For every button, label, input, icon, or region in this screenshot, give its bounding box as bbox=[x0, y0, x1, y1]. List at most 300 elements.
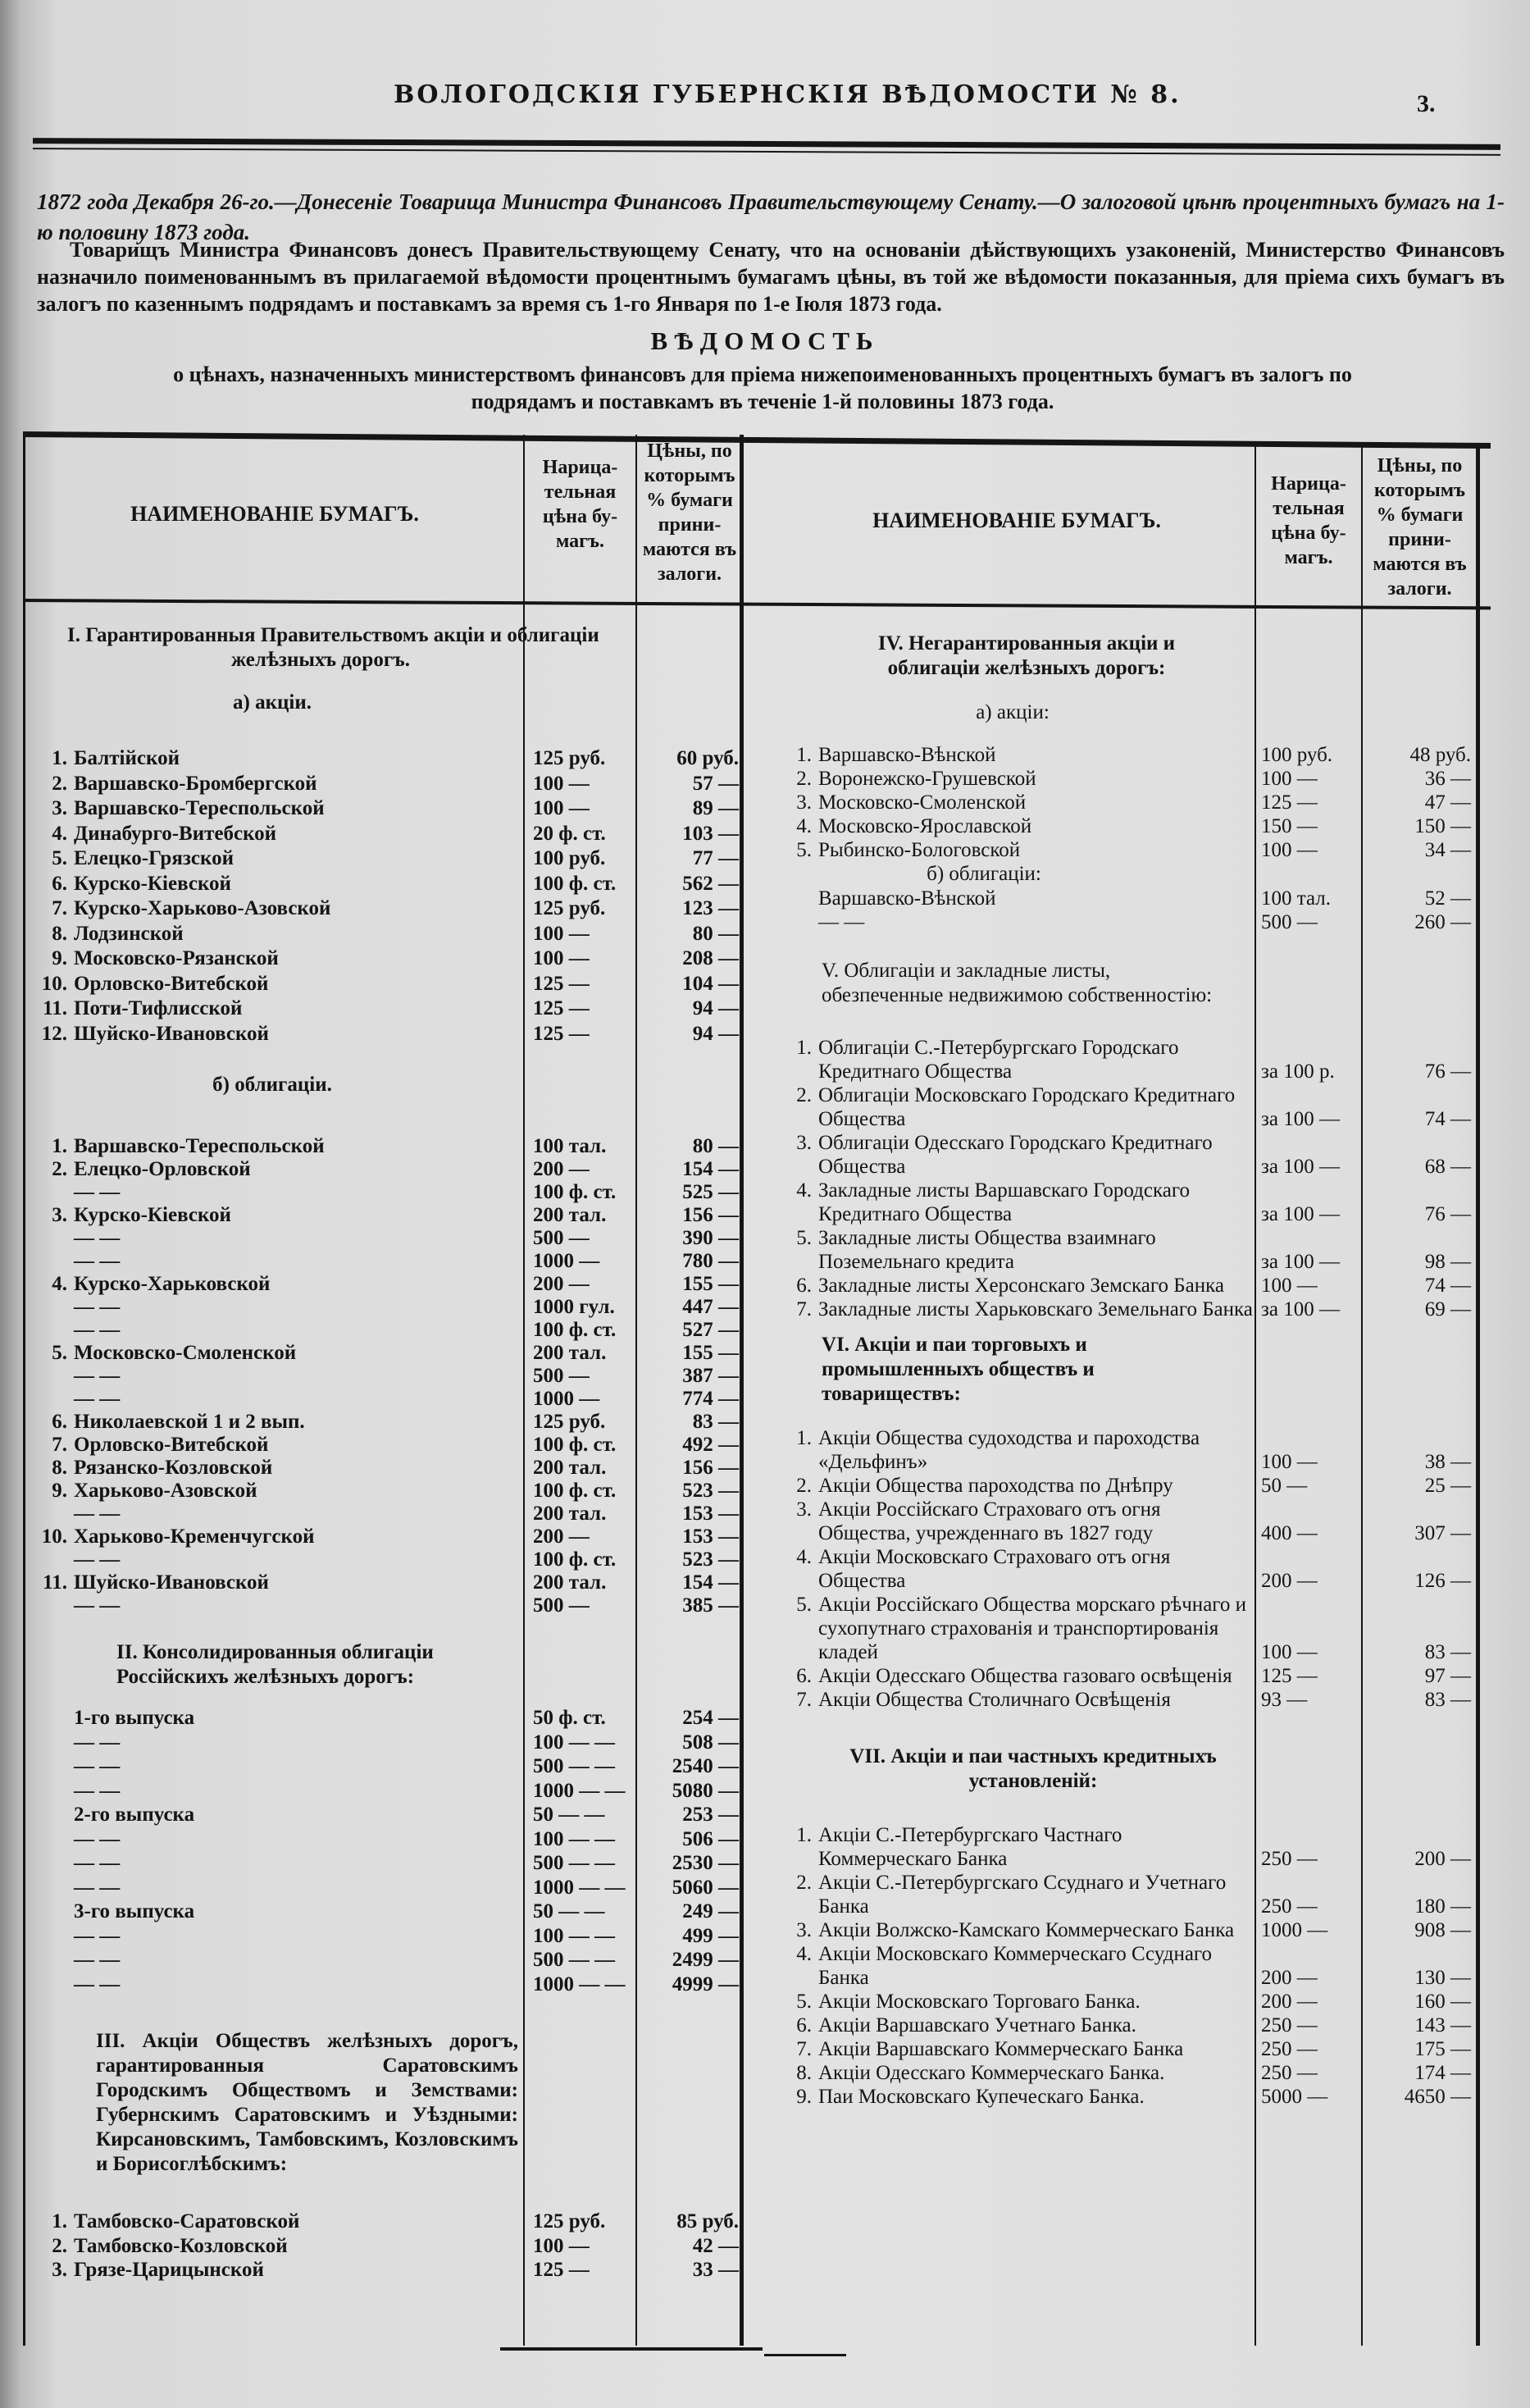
pledge-price: 2540 — bbox=[672, 1755, 739, 1777]
security-name-cell bbox=[771, 2085, 1255, 2109]
security-name-cell bbox=[26, 1827, 526, 1852]
row-number: 1. bbox=[52, 747, 67, 769]
security-name: — — bbox=[74, 1852, 121, 1874]
table-row bbox=[771, 743, 1476, 767]
security-name: — — bbox=[74, 1181, 121, 1203]
security-name-cell bbox=[26, 1227, 526, 1250]
table-row bbox=[26, 1706, 744, 1731]
row-number: 2. bbox=[796, 1872, 812, 1894]
pledge-price: 38 — bbox=[1424, 1451, 1471, 1473]
nominal-value: 500 — bbox=[1261, 911, 1318, 933]
row-number: 3. bbox=[52, 2259, 67, 2281]
nominal-value: 100 — bbox=[533, 947, 590, 969]
table-row bbox=[26, 2234, 744, 2259]
pledge-price: 254 — bbox=[682, 1707, 739, 1729]
row-number: 12. bbox=[41, 1022, 67, 1045]
security-name: Тамбовско-Козловской bbox=[74, 2234, 288, 2257]
security-name-cell bbox=[771, 1545, 1255, 1593]
security-name: Акціи Волжско-Камскаго Коммерческаго Банка bbox=[818, 1919, 1235, 1941]
table-row bbox=[771, 1131, 1476, 1179]
security-name: Воронежско-Грушевской bbox=[818, 768, 1036, 790]
pledge-price: 74 — bbox=[1424, 1108, 1471, 1130]
table-row bbox=[771, 1498, 1476, 1545]
security-name: 2-го выпуска bbox=[74, 1804, 195, 1826]
row-number: 9. bbox=[796, 2086, 812, 2108]
table-row bbox=[26, 772, 744, 797]
nominal-value: 20 ф. ст. bbox=[533, 822, 606, 845]
security-name: Шуйско-Ивановской bbox=[74, 1022, 269, 1045]
pledge-price: 52 — bbox=[1424, 887, 1471, 910]
table-row bbox=[26, 1876, 744, 1900]
pledge-price: 385 — bbox=[682, 1594, 739, 1617]
pledge-price: 155 — bbox=[682, 1273, 739, 1295]
table-row bbox=[771, 2085, 1476, 2109]
table-row bbox=[26, 822, 744, 847]
security-name-cell bbox=[26, 1319, 526, 1342]
table-row bbox=[26, 1135, 744, 1158]
security-name-cell bbox=[26, 1480, 526, 1503]
pledge-price: 153 — bbox=[682, 1526, 739, 1548]
header-name: НАИМЕНОВАНІЕ БУМАГЪ. bbox=[130, 502, 419, 526]
row-number: 8. bbox=[52, 922, 67, 945]
security-name-cell bbox=[26, 972, 526, 997]
pledge-price: 523 — bbox=[682, 1548, 739, 1571]
newspaper-title: ВОЛОГОДСКІЯ ГУБЕРНСКІЯ ВѢДОМОСТИ № 8. bbox=[394, 80, 1182, 109]
pledge-price: 523 — bbox=[682, 1480, 739, 1502]
nominal-value: 1000 — — bbox=[533, 1876, 626, 1899]
table-row bbox=[26, 872, 744, 897]
security-name-cell bbox=[771, 1274, 1255, 1297]
pledge-price: 780 — bbox=[682, 1250, 739, 1272]
security-name-cell bbox=[26, 1181, 526, 1204]
nominal-value: 100 — bbox=[533, 797, 590, 819]
security-name: Акціи Общества пароходства по Днѣпру bbox=[818, 1475, 1173, 1497]
table-row bbox=[26, 1022, 744, 1047]
security-name-cell bbox=[26, 746, 526, 772]
security-name: Варшавско-Бромбергской bbox=[74, 772, 317, 795]
security-name: — — bbox=[74, 1365, 121, 1387]
nominal-value: 125 — bbox=[1261, 1665, 1318, 1687]
right-column bbox=[771, 632, 1476, 2109]
security-name-cell bbox=[26, 1342, 526, 1365]
security-name: — — bbox=[74, 1296, 121, 1318]
security-name-cell bbox=[26, 1158, 526, 1181]
section-heading: IV. Негарантированныя акціи и облигаціи желѣзныхъ дорогъ: bbox=[877, 632, 1176, 679]
page-number: 3. bbox=[1417, 90, 1436, 117]
pledge-price: 68 — bbox=[1424, 1156, 1471, 1178]
nominal-value: 500 — bbox=[533, 1365, 590, 1387]
table-row bbox=[26, 1342, 744, 1365]
security-name-cell bbox=[771, 767, 1255, 791]
nominal-value: 200 тал. bbox=[533, 1204, 607, 1226]
row-number: 3. bbox=[796, 1498, 812, 1521]
table-row bbox=[26, 1365, 744, 1388]
security-name: Орловско-Витебской bbox=[74, 972, 269, 995]
nominal-value: 200 — bbox=[533, 1526, 590, 1548]
header-price: Цѣны, по которымъ % бумаги прини-маются въ залоги. bbox=[642, 440, 737, 585]
pledge-price: 208 — bbox=[682, 947, 739, 969]
row-number: 4. bbox=[796, 1546, 812, 1568]
table-row bbox=[26, 996, 744, 1022]
security-name: Акціи Московскаго Коммерческаго Ссуднаго Банка bbox=[818, 1943, 1213, 1989]
table-row bbox=[26, 1181, 744, 1204]
nominal-value: 200 — bbox=[533, 1273, 590, 1295]
table-bottom-rule bbox=[764, 2354, 846, 2356]
security-name: Рязанско-Козловской bbox=[74, 1457, 273, 1479]
security-name: Курско-Харьково-Азовской bbox=[74, 897, 331, 919]
row-number: 7. bbox=[796, 1689, 812, 1711]
security-name: Динабурго-Витебской bbox=[74, 822, 277, 845]
pledge-price: 74 — bbox=[1424, 1275, 1471, 1297]
nominal-value: 125 руб. bbox=[533, 897, 606, 919]
left-border bbox=[23, 435, 25, 2346]
table-row bbox=[26, 846, 744, 872]
nominal-value: 1000 — bbox=[533, 1388, 600, 1410]
nominal-value: 125 руб. bbox=[533, 2210, 606, 2232]
security-name-cell bbox=[771, 1474, 1255, 1498]
pledge-price: 103 — bbox=[682, 822, 739, 845]
table-row bbox=[26, 1754, 744, 1779]
table-row bbox=[26, 1457, 744, 1480]
security-name: Тамбовско-Саратовской bbox=[74, 2210, 300, 2232]
table-row bbox=[26, 1273, 744, 1296]
nominal-value: за 100 — bbox=[1261, 1298, 1340, 1320]
security-name: Акціи Россійскаго Страховаго отъ огня Общества, учрежденнаго въ 1827 году bbox=[818, 1498, 1161, 1544]
pledge-price: 5060 — bbox=[672, 1876, 739, 1899]
header-nominal: Нарица-тельная цѣна бу-магъ. bbox=[1271, 473, 1346, 568]
subsection-heading: а) акціи: bbox=[976, 701, 1050, 723]
row-number: 4. bbox=[52, 1273, 67, 1295]
nominal-value: 100 — bbox=[533, 772, 590, 795]
nominal-value: 100 ф. ст. bbox=[533, 1548, 617, 1571]
row-number: 5. bbox=[52, 1342, 67, 1364]
security-name: — — bbox=[74, 1755, 121, 1777]
nominal-value: 400 — bbox=[1261, 1522, 1318, 1544]
nominal-value: 125 руб. bbox=[533, 747, 606, 769]
nominal-value: 100 — bbox=[1261, 1451, 1318, 1473]
nominal-value: 100 — bbox=[1261, 839, 1318, 861]
row-number: 2. bbox=[52, 772, 67, 795]
security-name-cell bbox=[26, 1924, 526, 1949]
pledge-price: 123 — bbox=[682, 897, 739, 919]
pledge-price: 150 — bbox=[1414, 815, 1471, 837]
security-name: Лодзинской bbox=[74, 922, 184, 945]
header-nominal: Нарица-тельная цѣна бу-магъ. bbox=[542, 457, 618, 552]
row-number: 5. bbox=[796, 839, 812, 861]
security-name-cell bbox=[771, 1593, 1255, 1664]
security-name: — — bbox=[74, 1548, 121, 1571]
nominal-value: 100 ф. ст. bbox=[533, 1480, 617, 1502]
row-number: 3. bbox=[52, 1204, 67, 1226]
security-name-cell bbox=[26, 1779, 526, 1804]
pledge-price: 83 — bbox=[1424, 1689, 1471, 1711]
table-row bbox=[771, 1426, 1476, 1474]
section-heading: VI. Акціи и паи торговыхъ и промышленныхъ обществъ и товариществъ: bbox=[822, 1334, 1095, 1405]
section-heading: I. Гарантированныя Правительствомъ акціи и облигаціи желѣзныхъ дорогъ. bbox=[67, 624, 599, 671]
security-name: Московско-Смоленской bbox=[74, 1342, 297, 1364]
nominal-value: 500 — — bbox=[533, 1949, 615, 1971]
security-name: Варшавско-Тереспольской bbox=[74, 797, 325, 819]
security-name-cell bbox=[26, 772, 526, 797]
security-name: Закладные листы Харьковскаго Земельнаго Банка bbox=[818, 1298, 1253, 1320]
pledge-price: 447 — bbox=[682, 1296, 739, 1318]
security-name: — — bbox=[74, 1388, 121, 1410]
subsection-heading: а) акціи. bbox=[233, 691, 312, 714]
pledge-price: 98 — bbox=[1424, 1251, 1471, 1273]
table-row bbox=[26, 1388, 744, 1411]
security-name-cell bbox=[26, 1411, 526, 1434]
table-row bbox=[771, 838, 1476, 862]
security-name: — — bbox=[74, 1250, 121, 1272]
row-number: 10. bbox=[41, 972, 67, 995]
security-name: — — bbox=[818, 911, 865, 933]
table-row bbox=[26, 1731, 744, 1755]
security-name-cell bbox=[771, 1297, 1255, 1321]
security-name-cell bbox=[26, 1851, 526, 1876]
security-name-cell bbox=[771, 814, 1255, 838]
pledge-price: 156 — bbox=[682, 1204, 739, 1226]
nominal-value: 125 — bbox=[533, 2259, 590, 2281]
security-name: Рыбинско-Бологовской bbox=[818, 839, 1021, 861]
pledge-price: 562 — bbox=[682, 872, 739, 895]
nominal-value: 1000 — bbox=[533, 1250, 600, 1272]
table-row bbox=[771, 1823, 1476, 1871]
nominal-value: 100 руб. bbox=[1261, 744, 1333, 766]
pledge-price: 154 — bbox=[682, 1158, 739, 1180]
table-row bbox=[26, 1548, 744, 1571]
nominal-value: 100 — — bbox=[533, 1924, 615, 1947]
table-row bbox=[771, 2037, 1476, 2061]
pledge-price: 774 — bbox=[682, 1388, 739, 1410]
security-name: Паи Московскаго Купеческаго Банка. bbox=[818, 2086, 1145, 2108]
security-name-cell bbox=[26, 1250, 526, 1273]
security-name: Акціи Варшавскаго Учетнаго Банка. bbox=[818, 2014, 1136, 2036]
nominal-value: 500 — — bbox=[533, 1755, 615, 1777]
pledge-price: 525 — bbox=[682, 1181, 739, 1203]
security-name-cell bbox=[26, 1803, 526, 1827]
security-name: Московско-Смоленской bbox=[818, 791, 1027, 814]
nominal-value: 100 — bbox=[1261, 1641, 1318, 1663]
nominal-value: 50 ф. ст. bbox=[533, 1707, 606, 1729]
security-name: Акціи Общества Столичнаго Освѣщенія bbox=[818, 1689, 1171, 1711]
security-name-cell bbox=[26, 1972, 526, 1997]
table-rows bbox=[771, 1823, 1476, 2109]
security-name: Орловско-Витебской bbox=[74, 1434, 269, 1456]
security-name: Акціи Общества судоходства и пароходства «Дельфинъ» bbox=[818, 1427, 1200, 1473]
statement-title: ВѢДОМОСТЬ bbox=[650, 326, 880, 355]
table-row bbox=[26, 1594, 744, 1617]
left-column bbox=[26, 623, 744, 2283]
pledge-price: 85 руб. bbox=[676, 2210, 739, 2232]
security-name-cell bbox=[26, 946, 526, 972]
nominal-value: 200 тал. bbox=[533, 1503, 607, 1525]
table-row bbox=[771, 1083, 1476, 1131]
row-number: 1. bbox=[52, 2210, 67, 2232]
subsection-heading: б) облигаціи. bbox=[212, 1074, 332, 1096]
security-name-cell bbox=[771, 1664, 1255, 1688]
security-name: Московско-Ярославской bbox=[818, 815, 1032, 837]
nominal-value: 100 — — bbox=[533, 1731, 615, 1754]
security-name-cell bbox=[26, 1434, 526, 1457]
pledge-price: 126 — bbox=[1414, 1570, 1471, 1592]
security-name: Курско-Харьковской bbox=[74, 1273, 271, 1295]
security-name-cell bbox=[26, 1571, 526, 1594]
security-name: Шуйско-Ивановской bbox=[74, 1571, 269, 1594]
pledge-price: 94 — bbox=[692, 1022, 739, 1045]
pledge-price: 307 — bbox=[1414, 1522, 1471, 1544]
pledge-price: 48 руб. bbox=[1409, 744, 1471, 766]
nominal-value: 200 — bbox=[1261, 1991, 1318, 2013]
row-number: 8. bbox=[796, 2062, 812, 2084]
table-row bbox=[26, 796, 744, 822]
pledge-price: 160 — bbox=[1414, 1991, 1471, 2013]
table-row bbox=[26, 1434, 744, 1457]
pledge-price: 80 — bbox=[692, 1135, 739, 1157]
security-name: Харьково-Азовской bbox=[74, 1480, 257, 1502]
security-name: Закладные листы Варшавскаго Городскаго Кредитнаго Общества bbox=[818, 1179, 1190, 1225]
table-top-rule bbox=[23, 431, 1491, 449]
security-name: — — bbox=[74, 1876, 121, 1899]
nominal-value: 93 — bbox=[1261, 1689, 1308, 1711]
table-row bbox=[26, 1158, 744, 1181]
table-row bbox=[26, 1972, 744, 1997]
table-row bbox=[771, 1297, 1476, 1321]
right-border bbox=[1476, 443, 1480, 2346]
nominal-value: 125 — bbox=[533, 972, 590, 995]
security-name-cell bbox=[26, 796, 526, 822]
security-name-cell bbox=[771, 1688, 1255, 1712]
security-name-cell bbox=[26, 2258, 526, 2283]
row-number: 2. bbox=[52, 2234, 67, 2257]
table-row bbox=[26, 1296, 744, 1319]
nominal-value: 200 тал. bbox=[533, 1457, 607, 1479]
security-name-cell bbox=[771, 791, 1255, 814]
nominal-value: 500 — bbox=[533, 1594, 590, 1617]
security-name: Курско-Кіевской bbox=[74, 1204, 231, 1226]
table-rows bbox=[771, 887, 1476, 934]
table-rows bbox=[26, 2210, 744, 2283]
nominal-value: 100 — bbox=[1261, 768, 1318, 790]
security-name: Акціи Московскаго Страховаго отъ огня Общества bbox=[818, 1546, 1171, 1592]
security-name-cell bbox=[771, 1823, 1255, 1871]
security-name-cell bbox=[771, 2061, 1255, 2085]
nominal-value: 100 тал. bbox=[1261, 887, 1332, 910]
security-name: 3-го выпуска bbox=[74, 1900, 195, 1922]
table-row bbox=[26, 922, 744, 947]
header-bottom-rule bbox=[23, 599, 1491, 609]
security-name-cell bbox=[26, 1948, 526, 1972]
table-rows bbox=[771, 1036, 1476, 1321]
security-name-cell bbox=[26, 1731, 526, 1755]
table-row bbox=[771, 2014, 1476, 2037]
security-name: Акціи Варшавскаго Коммерческаго Банка bbox=[818, 2038, 1184, 2060]
table-rows bbox=[26, 1135, 744, 1617]
security-name-cell bbox=[26, 1548, 526, 1571]
security-name: Закладные листы Общества взаимнаго Поземельнаго кредита bbox=[818, 1227, 1156, 1273]
table-row bbox=[771, 1226, 1476, 1274]
nominal-value: 150 — bbox=[1261, 815, 1318, 837]
pledge-price: 80 — bbox=[692, 922, 739, 945]
row-number: 5. bbox=[796, 1991, 812, 2013]
table-row bbox=[771, 1545, 1476, 1593]
table-row bbox=[26, 2210, 744, 2234]
table-row bbox=[26, 1924, 744, 1949]
row-number: 10. bbox=[41, 1526, 67, 1548]
pledge-price: 94 — bbox=[692, 997, 739, 1019]
security-name-cell bbox=[26, 1899, 526, 1924]
nominal-value: 100 руб. bbox=[533, 847, 606, 869]
nominal-value: 250 — bbox=[1261, 1848, 1318, 1870]
security-name: — — bbox=[74, 1594, 121, 1617]
security-name: — — bbox=[74, 1924, 121, 1947]
section-heading: II. Консолидированныя облигаціи Россійскихъ желѣзныхъ дорогъ: bbox=[116, 1641, 434, 1688]
security-name: Курско-Кіевской bbox=[74, 872, 231, 895]
table-row bbox=[771, 1688, 1476, 1712]
pledge-price: 143 — bbox=[1414, 2014, 1471, 2036]
security-name-cell bbox=[26, 1388, 526, 1411]
table-row bbox=[26, 2258, 744, 2283]
security-name-cell bbox=[771, 910, 1255, 934]
nominal-value: 250 — bbox=[1261, 1895, 1318, 1918]
security-name-cell bbox=[771, 1179, 1255, 1226]
security-name-cell bbox=[26, 846, 526, 872]
table-row bbox=[26, 1250, 744, 1273]
row-number: 2. bbox=[796, 1475, 812, 1497]
security-name: Облигаціи Московскаго Городскаго Кредитнаго Общества bbox=[818, 1084, 1236, 1130]
security-name-cell bbox=[771, 887, 1255, 910]
security-name: 1-го выпуска bbox=[74, 1707, 195, 1729]
nominal-value: 100 — bbox=[533, 922, 590, 945]
pledge-price: 5080 — bbox=[672, 1779, 739, 1802]
row-number: 8. bbox=[52, 1457, 67, 1479]
row-number: 4. bbox=[796, 815, 812, 837]
nominal-value: 1000 — — bbox=[533, 1779, 626, 1802]
security-name: — — bbox=[74, 1503, 121, 1525]
security-name-cell bbox=[26, 1365, 526, 1388]
table-row bbox=[771, 1179, 1476, 1226]
security-name: Облигаціи Одесскаго Городскаго Кредитнаго Общества bbox=[818, 1132, 1213, 1178]
table-row bbox=[771, 1664, 1476, 1688]
table-rows bbox=[771, 743, 1476, 862]
table-row bbox=[26, 1480, 744, 1503]
row-number: 5. bbox=[796, 1227, 812, 1249]
security-name: Акціи Россійскаго Общества морскаго рѣчнаго и сухопутнаго страхованія и транспортированія кладей bbox=[818, 1594, 1247, 1663]
table-row bbox=[771, 791, 1476, 814]
pledge-price: 97 — bbox=[1424, 1665, 1471, 1687]
pledge-price: 83 — bbox=[1424, 1641, 1471, 1663]
security-name: Акціи Московскаго Торговаго Банка. bbox=[818, 1991, 1141, 2013]
security-name: Варшавско-Вѣнской bbox=[818, 744, 996, 766]
table-row bbox=[26, 1526, 744, 1548]
pledge-price: 47 — bbox=[1424, 791, 1471, 814]
security-name-cell bbox=[771, 1942, 1255, 1990]
nominal-value: 100 ф. ст. bbox=[533, 872, 617, 895]
nominal-value: 100 ф. ст. bbox=[533, 1434, 617, 1456]
row-number: 3. bbox=[52, 797, 67, 819]
security-name-cell bbox=[771, 2037, 1255, 2061]
table-row bbox=[26, 1803, 744, 1827]
table-row bbox=[771, 767, 1476, 791]
nominal-value: 100 — — bbox=[533, 1827, 615, 1850]
pledge-price: 76 — bbox=[1424, 1060, 1471, 1083]
row-number: 7. bbox=[52, 897, 67, 919]
row-number: 4. bbox=[796, 1179, 812, 1202]
nominal-value: 125 — bbox=[1261, 791, 1318, 814]
security-name: Акціи Одесскаго Общества газоваго освѣщенія bbox=[818, 1665, 1232, 1687]
security-name-cell bbox=[26, 896, 526, 922]
nominal-value: 200 тал. bbox=[533, 1342, 607, 1364]
row-number: 3. bbox=[796, 1919, 812, 1941]
